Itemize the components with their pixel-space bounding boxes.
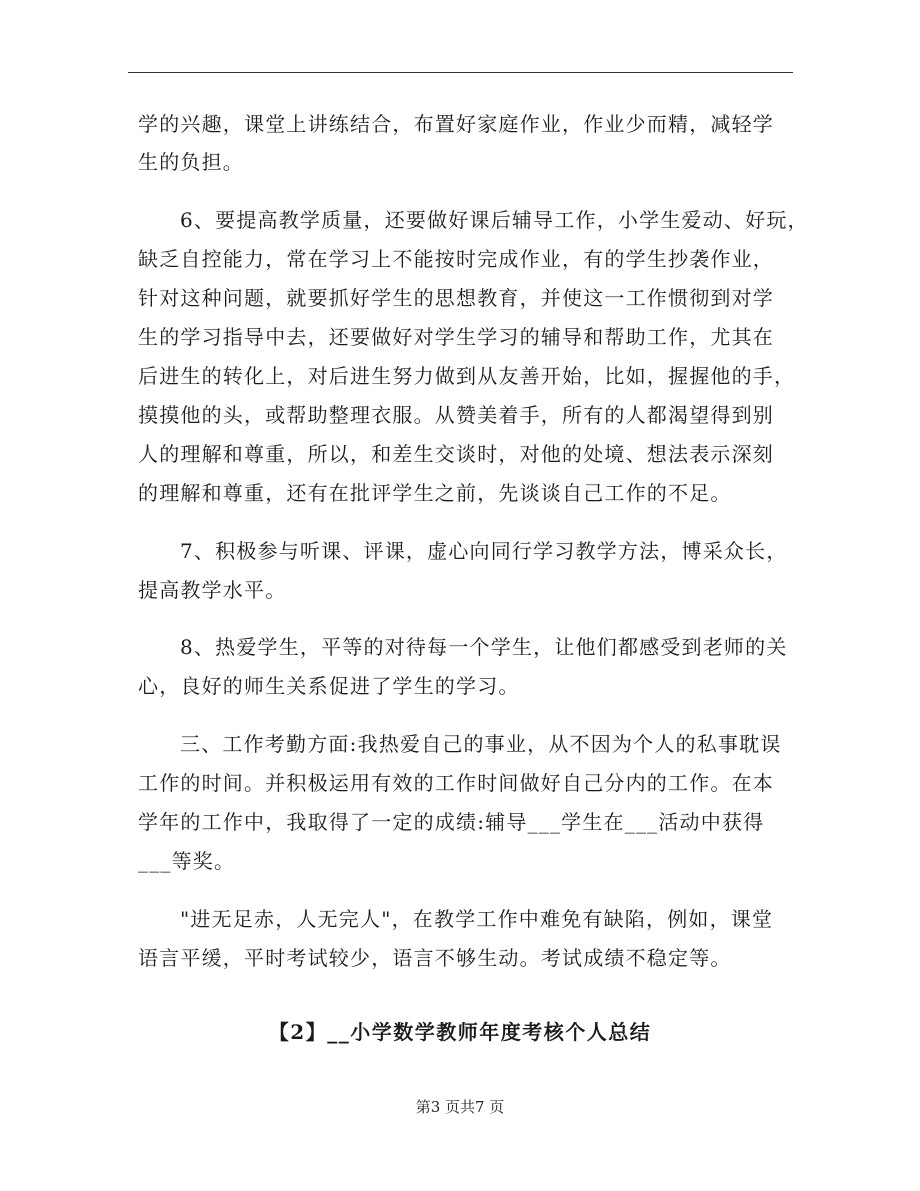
- text-line: 生的负担。: [138, 150, 244, 174]
- text-line: 6、要提高教学质量，还要做好课后辅导工作，小学生爱动、好玩，: [180, 208, 809, 232]
- text-line: 的理解和尊重，还有在批评学生之前，先谈谈自己工作的不足。: [138, 481, 732, 505]
- section-heading: 【2】__小学数学教师年度考核个人总结: [268, 1020, 652, 1044]
- text-line: 提高教学水平。: [138, 578, 287, 602]
- text-line: ___等奖。: [138, 849, 236, 873]
- text-line: 缺乏自控能力，常在学习上不能按时完成作业，有的学生抄袭作业，: [138, 247, 774, 271]
- text-line: 三、工作考勤方面:我热爱自己的事业，从不因为个人的私事耽误: [180, 732, 782, 756]
- page-number-footer: 第3 页共7 页: [415, 1098, 505, 1116]
- text-line: 摸摸他的头，或帮助整理衣服。从赞美着手，所有的人都渴望得到别: [138, 403, 774, 427]
- text-line: "进无足赤，人无完人"，在教学工作中难免有缺陷，例如，课堂: [180, 907, 774, 931]
- text-line: 7、积极参与听课、评课，虚心向同行学习教学方法，博采众长，: [180, 539, 788, 563]
- text-line: 后进生的转化上，对后进生努力做到从友善开始，比如，握握他的手，: [138, 364, 796, 388]
- text-line: 针对这种问题，就要抓好学生的思想教育，并使这一工作惯彻到对学: [138, 286, 774, 310]
- text-line: 心，良好的师生关系促进了学生的学习。: [138, 674, 520, 698]
- text-line: 人的理解和尊重，所以，和差生交谈时，对他的处境、想法表示深刻: [138, 442, 774, 466]
- text-line: 工作的时间。并积极运用有效的工作时间做好自己分内的工作。在本: [138, 771, 774, 795]
- text-line: 学年的工作中，我取得了一定的成绩:辅导___学生在___活动中获得: [138, 810, 765, 834]
- text-line: 学的兴趣，课堂上讲练结合，布置好家庭作业，作业少而精，减轻学: [138, 112, 774, 136]
- text-line: 语言平缓，平时考试较少，语言不够生动。考试成绩不稳定等。: [138, 946, 732, 970]
- text-line: 8、热爱学生，平等的对待每一个学生，让他们都感受到老师的关: [180, 635, 788, 659]
- text-line: 生的学习指导中去，还要做好对学生学习的辅导和帮助工作，尤其在: [138, 325, 774, 349]
- header-rule: [128, 72, 793, 73]
